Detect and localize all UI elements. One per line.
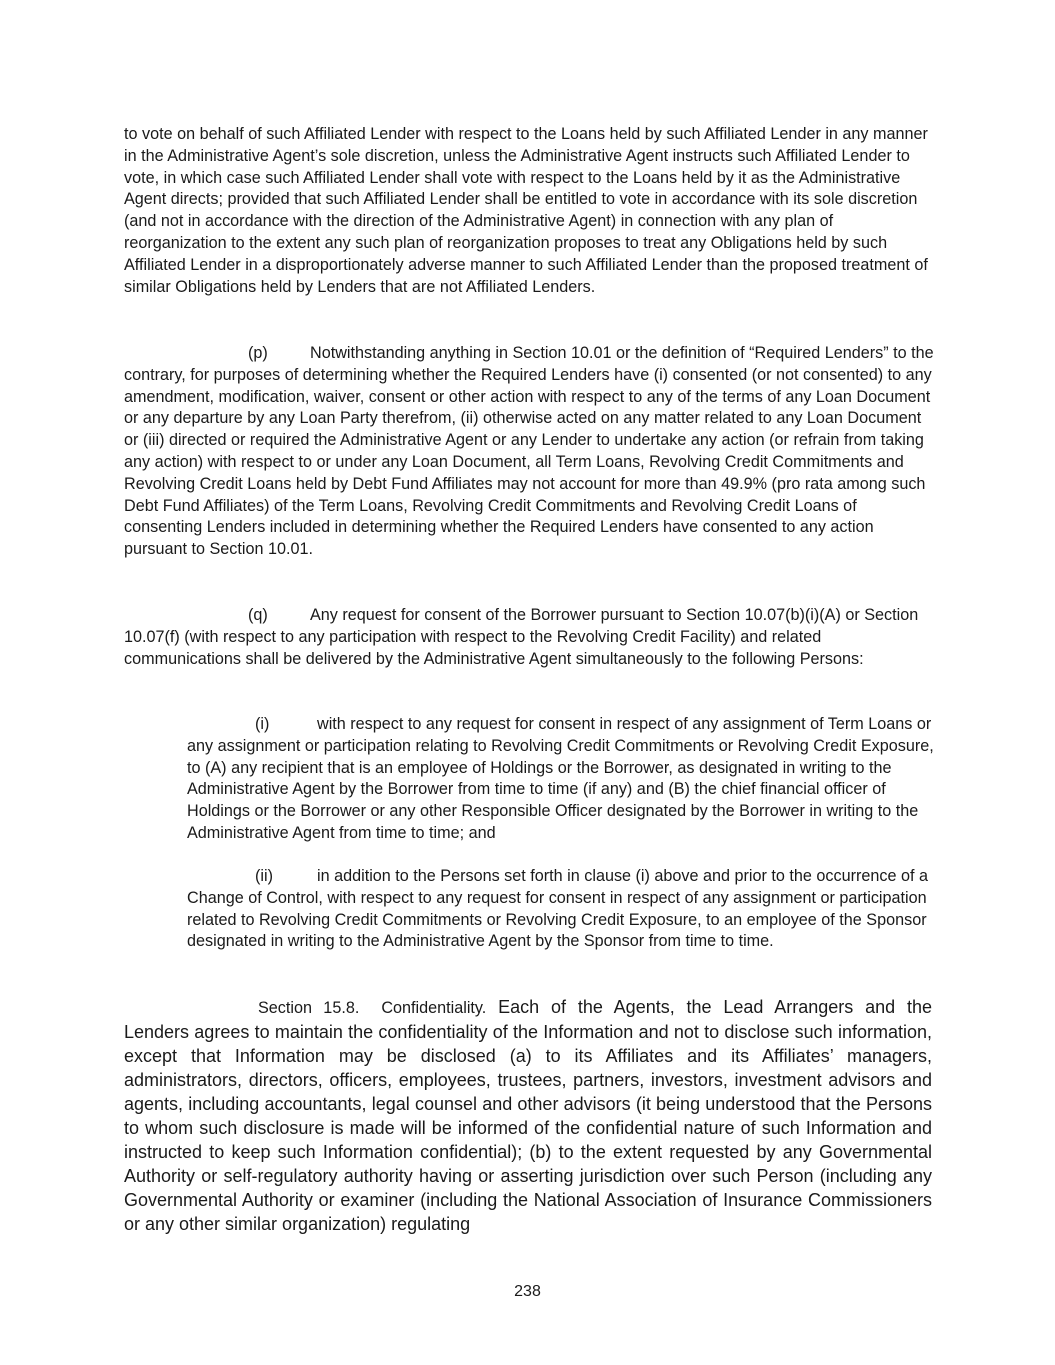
clause-q-i [187, 714, 935, 845]
clause-q-i-text: with respect to any request for consent in respect of any assignment of Term Loans or any assignment or participation relating to Revolving Credit Commitments or Revolving Credit Exposure, to (A) any recipient that is an employee of Holdings or the Borrower, as designated in writing to the Administrative Agent by the Borrower from time to time (if any) and (B) the chief financial officer of Holdings or the Borrower or any other Responsible Officer designated by the Borrower in writing to the Administrative Agent from time to time; and [187, 715, 934, 842]
paragraph-p-text: Notwithstanding anything in Section 10.01 or the definition of “Required Lenders” to the contrary, for purposes of determining whether the Required Lenders have (i) consented (or not consented) to any amendment, modification, waiver, consent or other action with respect to any of the terms of any Loan Document or any departure by any Loan Party therefrom, (ii) otherwise acted on any matter related to any Loan Document or (iii) directed or required the Administrative Agent or any Lender to undertake any action (or refrain from taking any action) with respect to or under any Loan Document, all Term Loans, Revolving Credit Commitments and Revolving Credit Loans held by Debt Fund Affiliates may not account for more than 49.9% (pro rata among such Debt Fund Affiliates) of the Term Loans, Revolving Credit Commitments and Revolving Credit Loans of consenting Lenders included in determining whether the Required Lenders have consented to any action pursuant to Section 10.01. [124, 344, 934, 559]
section-number: Section 15.8. [258, 999, 360, 1017]
paragraph-q-text: Any request for consent of the Borrower pursuant to Section 10.07(b)(i)(A) or Section 10.07(f) (with respect to any participation with respect to the Revolving Credit Facility) and related communications shall be delivered by the Administrative Agent simultaneously to the following Persons: [124, 606, 919, 668]
clause-q-ii-text: in addition to the Persons set forth in clause (i) above and prior to the occurrence of a Change of Control, with respect to any request for consent in respect of any assignment or participation related to Revolving Credit Commitments or Revolving Credit Exposure, to an employee of the Sponsor designated in writing to the Administrative Agent by the Sponsor from time to time. [187, 867, 928, 951]
paragraph-q [124, 605, 934, 670]
page-number: 238 [514, 1283, 541, 1300]
paragraph-p [124, 343, 934, 561]
paragraph-q-label: (q) [248, 606, 268, 624]
paragraph-p-label: (p) [248, 344, 268, 362]
section-title: Confidentiality. [381, 999, 487, 1017]
continuation-paragraph: to vote on behalf of such Affiliated Lender with respect to the Loans held by such Affiliated Lender in any manner in the Administrative Agent’s sole discretion, unless the Administrative Agent instructs such Affiliated Lender to vote, in which case such Affiliated Lender shall vote with respect to the Loans held by it as the Administrative Agent directs; provided that such Affiliated Lender shall be entitled to vote in accordance with its sole discretion (and not in accordance with the direction of the Administrative Agent) in connection with any plan of reorganization to the extent any such plan of reorganization proposes to treat any Obligations held by such Affiliated Lender in a disproportionately adverse manner to such Affiliated Lender than the proposed treatment of similar Obligations held by Lenders that are not Affiliated Lenders. [124, 125, 928, 296]
clause-q-ii-label: (ii) [255, 867, 273, 885]
clause-q-ii [187, 866, 935, 953]
section-confidentiality [124, 995, 932, 1236]
section-text: Each of the Agents, the Lead Arrangers and the Lenders agrees to maintain the confidentiality of the Information and not to disclose such information, except that Information may be disclosed (a) to its Affiliates and its Affiliates’ managers, administrators, directors, officers, employees, trustees, partners, investors, investment advisors and agents, including accountants, legal counsel and other advisors (it being understood that the Persons to whom such disclosure is made will be informed of the confidential nature of such Information and instructed to keep such Information confidential); (b) to the extent requested by any Governmental Authority or self-regulatory authority having or asserting jurisdiction over such Person (including any Governmental Authority or examiner (including the National Association of Insurance Commissioners or any other similar organization) regulating [124, 997, 932, 1234]
clause-q-i-label: (i) [255, 715, 270, 733]
